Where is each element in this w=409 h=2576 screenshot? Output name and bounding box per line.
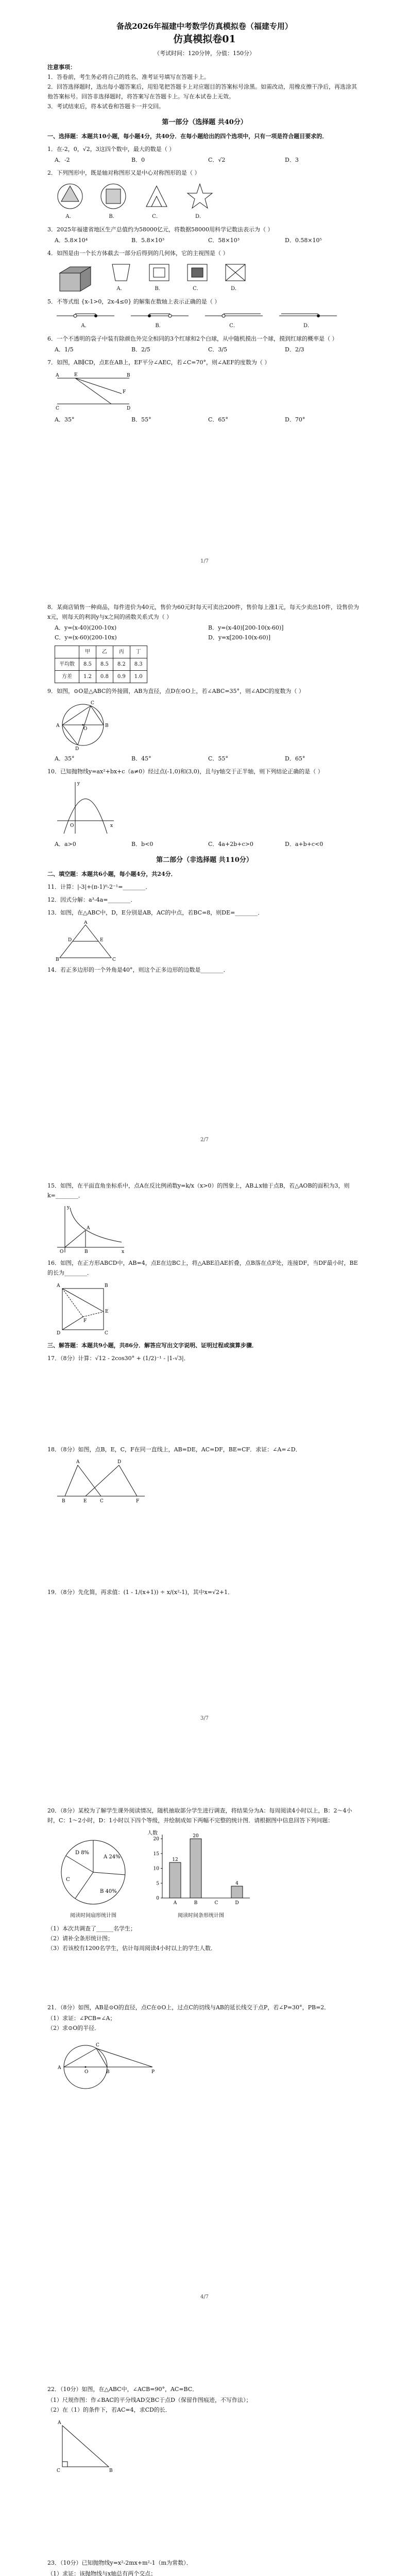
exam-meta: （考试时间：120分钟，分值：150分） [154, 50, 255, 57]
page-1 [0, 0, 409, 579]
pie-chart-wrapper [55, 1834, 132, 1921]
question-20: 20．（8分）某校为了解学生课外阅读情况，随机抽取部分学生进行调查，将结果分为A：每周阅读4小时以上，B：2～4小时，C：1～2小时，D：1小时以下四个等级，并绘制成如下两幅不完整的统计图．请根据图中信息回答下列问题： [47, 1807, 352, 1824]
option-b: B．2/5 [131, 346, 150, 353]
pie-label-d: D 8% [75, 1850, 90, 1856]
option-c: C．√2 [208, 157, 226, 163]
answer-space [47, 2335, 362, 2381]
q2-option-c-figure [141, 181, 172, 222]
y-tick-label: 0 [156, 1896, 159, 1901]
question-9: 9．如图，⊙O是△ABC的外接圆，AB为直径，点D在⊙O上，若∠ABC=35°，则∠ADC的度数为（ ） [47, 688, 304, 694]
view-figure-b [146, 261, 172, 284]
pie-chart [55, 1834, 132, 1911]
question-10: 10．已知抛物线y=ax²+bx+c（a≠0）经过点(-1,0)和(3,0)，且与y轴交于正半轴，则下列结论正确的是（ ） [47, 768, 323, 775]
question-21-sub: （1）求证：∠PCB=∠A； [47, 2015, 116, 2022]
svg-text:E: E [83, 1499, 87, 1504]
svg-text:O: O [83, 726, 88, 732]
svg-text:D: D [68, 938, 72, 943]
q2-option-a-figure [55, 181, 86, 222]
q4-option-b-figure [146, 261, 172, 294]
y-tick-label: 10 [153, 1866, 159, 1872]
pie-label-b: B 40% [100, 1889, 117, 1894]
page-5-content [47, 2335, 362, 2576]
bar-value-label: 20 [193, 1834, 199, 1839]
option-d: D．2/3 [285, 346, 304, 353]
question-10-options [55, 839, 362, 849]
triangle-midline-figure [55, 921, 116, 962]
question-15: 15．如图，在平面直角坐标系中，点A在反比例函数y=k/x（x>0）的图象上，AB⊥x轴于点B，若△AOB的面积为3，则k=________． [47, 1182, 350, 1199]
svg-text:P: P [151, 2070, 155, 2075]
bar-chart-title: 阅读时间条形统计图 [178, 1913, 224, 1919]
option-b: B．b<0 [131, 841, 154, 848]
number-line-c [203, 310, 265, 321]
option-b: B． [109, 214, 118, 219]
question-4-figures [55, 261, 362, 294]
page-1-content [47, 21, 362, 427]
option-d: D． [230, 286, 241, 292]
question-13-figure [55, 921, 362, 962]
table-cell: 8.5 [96, 658, 113, 671]
svg-text:C: C [57, 2468, 60, 2473]
option-c: C． [152, 214, 161, 219]
bar-value-label: 4 [235, 1881, 238, 1886]
question-18-figure [55, 1458, 362, 1504]
option-c: C．55° [208, 755, 228, 762]
view-figure-c [184, 261, 210, 284]
table-row-label: 平均数 [55, 658, 79, 671]
svg-text:A: A [56, 723, 60, 728]
page-number: 2/7 [200, 1137, 209, 1143]
question-21-figure [55, 2036, 362, 2093]
option-c: C．4a+2b+c>0 [208, 841, 253, 848]
option-b: B． [155, 323, 164, 329]
question-21: 21．（8分）如图，AB是⊙O的直径，点C在⊙O上，过点C的切线与AB的延长线交于点P，若∠P=30°，PB=2． [47, 2004, 330, 2011]
q4-option-c-figure [184, 261, 210, 294]
question-20-sub: （1）本次共调查了______名学生； [47, 1925, 136, 1932]
question-20-sub: （3）若该校有1200名学生，估计每周阅读4小时以上的学生人数． [47, 1945, 216, 1952]
data-table [55, 646, 147, 683]
part1-heading: 第一部分（选择题 共40分） [162, 118, 247, 126]
option-b: B． [155, 286, 164, 292]
right-triangle-figure [55, 2418, 116, 2475]
option-d: D． [303, 323, 313, 329]
svg-text:F: F [83, 1318, 87, 1324]
table-cell: 8.3 [130, 658, 147, 671]
question-9-figure [55, 699, 362, 751]
option-a: A．a>0 [55, 841, 76, 848]
svg-text:C: C [105, 1331, 108, 1336]
option-c: C．58×10³ [208, 237, 240, 244]
question-10-figure [55, 779, 362, 836]
option-c: C．65° [208, 416, 228, 423]
answer-space [47, 2478, 362, 2555]
question-1: 1．在-2，0，√2，3这四个数中，最大的数是（ ） [47, 146, 175, 152]
option-a: A．-2 [55, 157, 70, 163]
svg-text:O: O [84, 2070, 89, 2075]
svg-text:y: y [77, 781, 80, 786]
question-20-charts [55, 1828, 362, 1921]
part1-intro: 一、选择题：本题共10小题，每小题4分，共40分．在每小题给出的四个选项中，只有一项是符合题目要求的． [47, 133, 328, 140]
svg-text:D: D [75, 747, 79, 751]
option-b: B．0 [131, 157, 145, 163]
svg-text:D: D [117, 1460, 122, 1465]
option-a: A．1/5 [55, 346, 74, 353]
svg-text:B: B [84, 1249, 88, 1255]
question-7-options [55, 415, 362, 425]
question-17: 17．（8分）计算：√12 - 2cos30° + (1/2)⁻¹ - |1-√3|． [47, 1355, 190, 1362]
part2-fill-intro: 二、填空题：本题共6小题，每小题4分，共24分． [47, 871, 177, 877]
table-cell: 0.9 [113, 671, 130, 683]
question-11: 11．计算：|-3|+(π-1)⁰-2⁻¹=________． [47, 884, 151, 890]
option-c: C．3/5 [208, 346, 228, 353]
paper-name: 仿真模拟卷01 [173, 33, 236, 45]
pie-slice-divider [66, 1856, 93, 1872]
hyperbola-figure [55, 1204, 127, 1255]
question-3-options [55, 235, 362, 245]
question-19: 19．（8分）先化简，再求值：(1 - 1/(x+1)) ÷ x/(x²-1)，其中x=√2+1． [47, 1589, 234, 1596]
option-d: D．0.58×10⁵ [285, 237, 322, 244]
bar-A [169, 1862, 181, 1898]
question-3: 3．2025年福建省地区生产总值约为58000亿元，将数据58000用科学记数法表示为（ ） [47, 226, 274, 233]
option-b: B．5.8×10³ [131, 237, 165, 244]
page-3-content [47, 1178, 362, 1598]
x-tick-label: A [173, 1901, 177, 1906]
svg-text:y: y [67, 1205, 70, 1210]
bar-chart [144, 1828, 258, 1911]
option-d: D．65° [285, 755, 305, 762]
q5-option-a-figure [55, 310, 116, 331]
option-b: B．45° [131, 755, 151, 762]
table-cell: 8.2 [113, 658, 130, 671]
svg-text:x: x [110, 823, 113, 828]
pie-slice-divider [93, 1872, 125, 1875]
bar-value-label: 12 [172, 1857, 178, 1862]
question-18: 18．（8分）如图，点B，E，C，F在同一直线上，AB=DE，AC=DF，BE=CF．求证：∠A=∠D． [47, 1446, 301, 1453]
svg-text:C: C [96, 2043, 99, 2048]
option-c: C．y=(x-60)(200-10x) [55, 634, 117, 641]
pie-label-a: A 24% [104, 1854, 121, 1860]
option-c: C． [229, 323, 238, 329]
option-a: A．35° [55, 416, 75, 423]
table-cell: 0.8 [96, 671, 113, 683]
svg-text:A: A [57, 1283, 60, 1289]
number-line-b [129, 310, 191, 321]
option-d: D． [195, 214, 205, 219]
view-figure-a [108, 261, 134, 284]
shape-figure-d [184, 181, 215, 212]
page-5 [0, 2314, 409, 2576]
question-8: 8．某商店销售一种商品，每件进价为40元，售价为60元时每天可卖出200件，售价每上涨1元，每天少卖出10件，设售价为x元，则每天的利润y与x之间的函数关系式为（ ） [47, 604, 359, 620]
svg-text:F: F [136, 1499, 140, 1504]
svg-text:B: B [109, 2468, 113, 2473]
svg-text:D: D [127, 406, 131, 411]
x-tick-label: C [214, 1901, 218, 1906]
page-number: 1/7 [200, 558, 209, 564]
page-number: 3/7 [200, 1716, 209, 1721]
x-tick-label: D [235, 1901, 239, 1906]
notice-item: 3．考试结束后，将本试卷和答题卡一并交回。 [47, 103, 164, 110]
number-line-d [277, 310, 339, 321]
option-d: D．y=x[200-10(x-60)] [208, 634, 271, 641]
answer-space [47, 1756, 362, 1803]
question-12: 12．因式分解：a³-4a=________． [47, 896, 137, 903]
option-d: D．70° [285, 416, 305, 423]
page-2-content [47, 599, 362, 976]
svg-text:A: A [87, 1226, 90, 1231]
q2-option-d-figure [184, 181, 215, 222]
question-2-figures [55, 181, 362, 222]
svg-text:C: C [100, 1499, 104, 1504]
parallel-lines-figure [55, 370, 132, 412]
y-tick-label: 20 [153, 1837, 159, 1842]
svg-text:O: O [70, 823, 74, 828]
option-a: A．5.8×10⁴ [55, 237, 88, 244]
question-20-sub: （2）请补全条形统计图； [47, 1935, 113, 1942]
svg-text:C: C [91, 701, 94, 706]
q5-option-d-figure [277, 310, 339, 331]
congruent-triangles-figure [55, 1458, 147, 1504]
parabola-figure [55, 779, 116, 836]
question-23-sub: （1）求证：该抛物线与x轴总有两个交点； [47, 2570, 157, 2576]
question-21-sub: （2）求⊙O的半径． [47, 2025, 100, 2031]
q4-option-a-figure [108, 261, 134, 294]
svg-text:A: A [84, 921, 88, 925]
exam-title: 备战2026年福建中考数学仿真模拟卷（福建专用） [116, 22, 293, 31]
question-22-sub: （2）在（1）的条件下，若AC=4，求CD的长． [47, 2406, 171, 2413]
part2-solve-intro: 三、解答题：本题共9小题，共86分．解答应写出文字说明、证明过程或演算步骤． [47, 1342, 258, 1349]
question-7: 7．如图，AB∥CD，点E在AB上，EF平分∠AEC，若∠C=70°，则∠AEF的度数为（ ） [47, 359, 270, 366]
question-8-options [55, 623, 362, 642]
table-header: 丙 [113, 646, 130, 658]
view-figure-d [223, 261, 248, 284]
question-13: 13．如图，在△ABC中，D，E分别是AB，AC的中点，若BC=8，则DE=________． [47, 909, 264, 916]
svg-text:E: E [74, 372, 78, 378]
question-15-figure [55, 1204, 362, 1255]
option-a: A． [116, 286, 126, 292]
table-row [55, 671, 147, 683]
answer-space [47, 1953, 362, 1999]
svg-text:O: O [60, 1249, 64, 1255]
question-5: 5．不等式组 {x-1>0，2x-4≤0} 的解集在数轴上表示正确的是（ ） [47, 298, 220, 305]
svg-text:x: x [122, 1249, 125, 1255]
table-cell: 1.0 [130, 671, 147, 683]
part2-heading: 第二部分（非选择题 共110分） [156, 856, 253, 864]
table-cell: 1.2 [79, 671, 96, 683]
page-4-content [47, 1756, 362, 2096]
question-6: 6．一个不透明的袋子中装有除颜色外完全相同的3个红球和2个白球，从中随机摸出一个球，摸到红球的概率是（ ） [47, 335, 338, 342]
question-14: 14．若正多边形的一个外角是40°，则这个正多边形的边数是________． [47, 967, 229, 973]
table-cell [55, 646, 79, 658]
page-4 [0, 1736, 409, 2314]
question-1-options [55, 155, 362, 165]
table-cell: 8.5 [79, 658, 96, 671]
notice-item: 1．答卷前，考生务必将自己的姓名、准考证号填写在答题卡上。 [47, 74, 210, 80]
question-16: 16．如图，在正方形ABCD中，AB=4，点E在边BC上，将△ABE沿AE折叠，点B落在点F处，连接DF，当DF最小时，BE的长为________． [47, 1260, 358, 1276]
q2-option-b-figure [98, 181, 129, 222]
option-a: A． [81, 323, 90, 329]
option-d: D．a+b+c<0 [285, 841, 323, 848]
page-number: 4/7 [200, 2294, 209, 2300]
svg-text:A: A [56, 373, 59, 378]
shape-figure-b [98, 181, 129, 212]
shape-figure-a [55, 181, 86, 212]
question-4: 4．如图是由一个长方体截去一部分后得到的几何体，它的主视图是（ ） [47, 250, 229, 257]
x-tick-label: B [194, 1901, 198, 1906]
page-3 [0, 1157, 409, 1736]
question-22-sub: （1）尺规作图：作∠BAC的平分线AD交BC于点D（保留作图痕迹，不写作法）； [47, 2397, 252, 2403]
bar-D [231, 1886, 243, 1898]
svg-text:B: B [127, 373, 130, 378]
y-tick-label: 15 [153, 1851, 159, 1857]
tangent-circle-figure [55, 2036, 158, 2093]
question-23: 23．（10分）已知抛物线y=x²-2mx+m²-1（m为常数）． [47, 2560, 192, 2566]
pie-chart-title: 阅读时间扇形统计图 [70, 1913, 116, 1919]
pie-label-c: C [66, 1877, 70, 1883]
square-fold-figure [55, 1281, 111, 1337]
question-22-figure [55, 2418, 362, 2475]
svg-text:A: A [76, 1460, 80, 1465]
option-a: A． [65, 214, 75, 219]
bar-chart-wrapper [144, 1828, 258, 1921]
svg-text:B: B [105, 1283, 108, 1289]
svg-text:A: A [58, 2065, 61, 2071]
svg-text:C: C [112, 957, 116, 962]
q4-option-d-figure [223, 261, 248, 294]
y-axis-label: 人数 [147, 1831, 158, 1836]
table-header: 甲 [79, 646, 96, 658]
question-9-options [55, 754, 362, 764]
svg-text:F: F [123, 389, 126, 395]
svg-text:B: B [105, 723, 109, 728]
table-header: 乙 [96, 646, 113, 658]
q5-option-b-figure [129, 310, 191, 331]
svg-text:B: B [106, 2070, 110, 2075]
table-row-label: 方差 [55, 671, 79, 683]
q5-option-c-figure [203, 310, 265, 331]
svg-text:E: E [105, 1309, 109, 1314]
option-b: B．55° [131, 416, 151, 423]
page-2 [0, 579, 409, 1157]
notice-heading: 注意事项： [47, 64, 76, 71]
option-d: D．3 [285, 157, 299, 163]
svg-text:A: A [58, 2420, 61, 2426]
circle-figure [55, 699, 111, 751]
svg-text:C: C [56, 406, 59, 411]
question-6-options [55, 345, 362, 354]
question-16-figure [55, 1281, 362, 1337]
number-line-a [55, 310, 116, 321]
notice-item: 2．回答选择题时，选出每小题答案后，用铅笔把答题卡上对应题目的答案标号涂黑。如需改动，用橡皮擦干净后，再选涂其他答案标号。回答非选择题时，将答案写在答题卡上。写在本试卷上无效。 [47, 83, 357, 100]
option-a: A．y=(x-40)(200-10x) [55, 624, 117, 631]
svg-text:B: B [56, 957, 59, 962]
question-5-figures [55, 310, 362, 331]
svg-text:E: E [100, 938, 104, 943]
question-2: 2．下列图形中，既是轴对称图形又是中心对称图形的是（ ） [47, 170, 200, 176]
option-c: C． [193, 286, 202, 292]
svg-text:D: D [57, 1331, 61, 1336]
shape-figure-c [141, 181, 172, 212]
option-b: B．y=(x-40)[200-10(x-60)] [208, 624, 284, 631]
question-7-figure [55, 370, 362, 412]
svg-text:B: B [62, 1499, 65, 1504]
solid-figure [55, 263, 96, 294]
table-row [55, 658, 147, 671]
table-header: 丁 [130, 646, 147, 658]
answer-space [47, 1364, 362, 1442]
question-22: 22．（10分）如图，在△ABC中，∠ACB=90°，AC=BC． [47, 2386, 198, 2393]
y-tick-label: 5 [156, 1881, 159, 1887]
pie-slice-divider [75, 1872, 93, 1899]
answer-space [47, 1507, 362, 1584]
bar-B [190, 1839, 201, 1898]
table-row [55, 646, 147, 658]
option-a: A．35° [55, 755, 75, 762]
